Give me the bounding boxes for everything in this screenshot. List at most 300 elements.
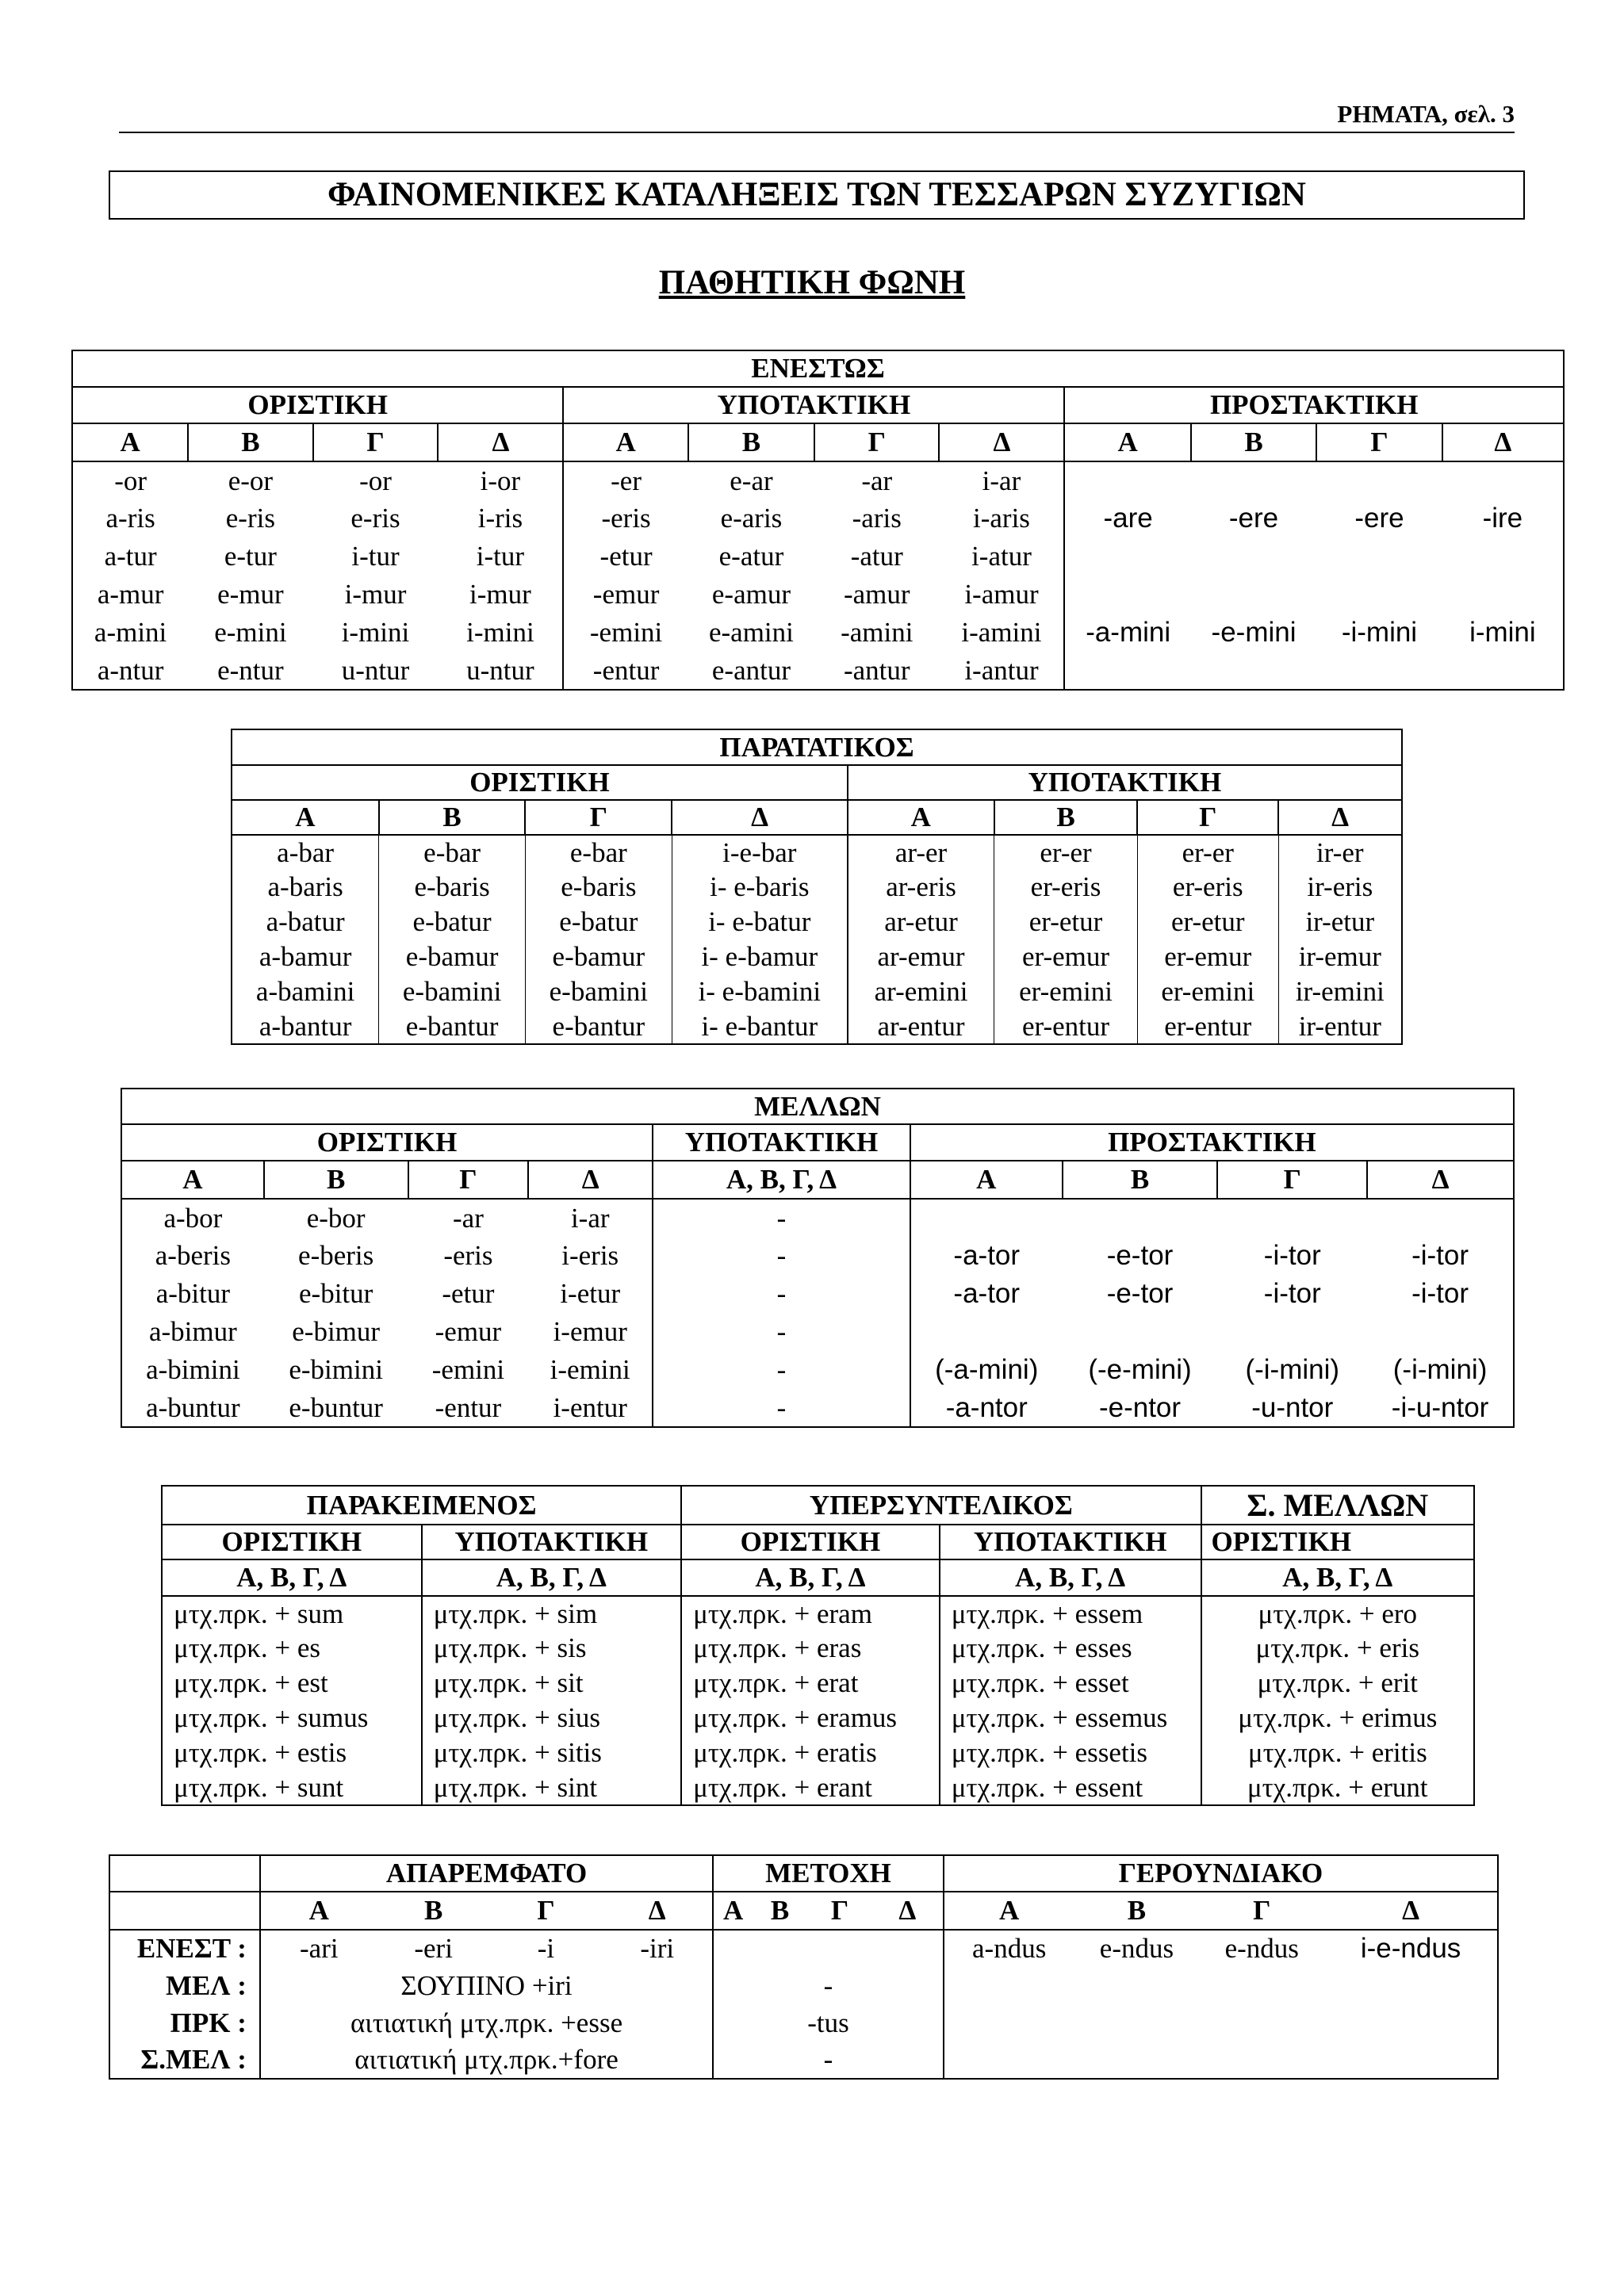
tense-title: ΥΠΕΡΣΥΝΤΕΛΙΚΟΣ bbox=[681, 1486, 1201, 1525]
column-header: Γ bbox=[1217, 1161, 1367, 1199]
conjugation-header-row bbox=[162, 1559, 1474, 1596]
indicative-cell: e-bantur bbox=[379, 1009, 526, 1044]
imperative-cell: (-i-mini) bbox=[1245, 1354, 1340, 1385]
subjunctive-cell: - bbox=[653, 1351, 910, 1389]
periphrastic-cell: μτχ.πρκ. + eris bbox=[1201, 1631, 1474, 1666]
table-row bbox=[121, 1351, 1514, 1389]
imperative-cell: (-a-mini) bbox=[910, 1351, 1063, 1389]
subjunctive-cell: ar-emini bbox=[848, 974, 994, 1009]
indicative-cell: i-e-bar bbox=[672, 835, 848, 870]
imperative-cell bbox=[1316, 576, 1442, 614]
group-header-row bbox=[109, 1855, 1498, 1892]
imperative-cell: -e-tor bbox=[1106, 1278, 1174, 1309]
mood-header: ΟΡΙΣΤΙΚΗ bbox=[121, 1124, 653, 1161]
gerundive-cell bbox=[944, 2004, 1498, 2042]
indicative-cell: i-mini bbox=[466, 617, 534, 648]
indicative-cell: a-ntur bbox=[72, 652, 188, 690]
column-header: Α bbox=[260, 1892, 377, 1930]
column-header: Α bbox=[848, 800, 994, 835]
column-header: Γ bbox=[1199, 1892, 1324, 1930]
subjunctive-cell: - bbox=[653, 1199, 910, 1237]
periphrastic-cell: μτχ.πρκ. + essemus bbox=[940, 1701, 1201, 1735]
column-header: Γ bbox=[814, 423, 939, 461]
periphrastic-cell: μτχ.πρκ. + sumus bbox=[162, 1701, 422, 1735]
periphrastic-cell: μτχ.πρκ. + erit bbox=[1201, 1666, 1474, 1701]
imperative-cell bbox=[1063, 1313, 1218, 1351]
nominal-row-future bbox=[109, 1967, 1498, 2004]
imperative-cell: (-i-mini) bbox=[1392, 1354, 1488, 1385]
row-label: ΜΕΛ : bbox=[109, 1967, 260, 2004]
mood-header: ΥΠΟΤΑΚΤΙΚΗ bbox=[940, 1525, 1201, 1559]
indicative-cell: e-batur bbox=[379, 905, 526, 939]
periphrastic-cell: μτχ.πρκ. + erat bbox=[681, 1666, 940, 1701]
imperative-cell bbox=[1191, 652, 1316, 690]
column-header: Δ bbox=[1367, 1161, 1514, 1199]
column-header: Β bbox=[188, 423, 312, 461]
indicative-cell: i-entur bbox=[553, 1391, 627, 1423]
tense-title: ΕΝΕΣΤΩΣ bbox=[72, 350, 1564, 387]
table-row bbox=[162, 1631, 1474, 1666]
table-row bbox=[232, 835, 1402, 870]
periphrastic-cell: μτχ.πρκ. + estis bbox=[162, 1735, 422, 1770]
table-row bbox=[162, 1701, 1474, 1735]
periphrastic-cell: μτχ.πρκ. + sitis bbox=[422, 1735, 682, 1770]
imperative-cell bbox=[1316, 461, 1442, 499]
periphrastic-cell: μτχ.πρκ. + eram bbox=[681, 1596, 940, 1631]
column-header: Β bbox=[994, 800, 1138, 835]
periphrastic-cell: μτχ.πρκ. + essetis bbox=[940, 1735, 1201, 1770]
indicative-cell: i- e-bamur bbox=[672, 939, 848, 974]
column-header: Β bbox=[379, 800, 526, 835]
column-header: Α, Β, Γ, Δ bbox=[653, 1161, 910, 1199]
subjunctive-cell: - bbox=[653, 1237, 910, 1275]
imperative-cell: -a-tor bbox=[910, 1237, 1063, 1275]
column-header: Α, Β, Γ, Δ bbox=[940, 1559, 1201, 1596]
present-tense-table bbox=[71, 350, 1565, 691]
indicative-cell: i- e-batur bbox=[672, 905, 848, 939]
imperative-cell: i-mini bbox=[1469, 617, 1536, 648]
periphrastic-cell: μτχ.πρκ. + sis bbox=[422, 1631, 682, 1666]
mood-header-row bbox=[162, 1525, 1474, 1559]
indicative-cell: a-bamur bbox=[232, 939, 379, 974]
present-body bbox=[72, 461, 1564, 690]
table-row bbox=[72, 614, 1564, 652]
periphrastic-cell: μτχ.πρκ. + erimus bbox=[1201, 1701, 1474, 1735]
subjunctive-cell: er-emini bbox=[1137, 974, 1278, 1009]
periphrastic-cell: μτχ.πρκ. + essent bbox=[940, 1770, 1201, 1805]
subjunctive-cell: -er bbox=[563, 461, 688, 499]
subjunctive-cell: ir-emur bbox=[1278, 939, 1402, 974]
imperative-cell: -e-tor bbox=[1106, 1240, 1174, 1271]
indicative-cell: a-bor bbox=[121, 1199, 264, 1237]
periphrastic-cell: μτχ.πρκ. + eramus bbox=[681, 1701, 940, 1735]
page-header bbox=[119, 97, 1515, 133]
future-tense-table bbox=[121, 1088, 1515, 1428]
subjunctive-cell: i-aris bbox=[973, 503, 1030, 534]
imperative-cell bbox=[1064, 461, 1190, 499]
subjunctive-cell: ar-eris bbox=[848, 870, 994, 905]
indicative-cell: e-ris bbox=[350, 503, 400, 534]
indicative-cell: e-bamur bbox=[379, 939, 526, 974]
column-header: Γ bbox=[1316, 423, 1442, 461]
indicative-cell: -or bbox=[359, 465, 392, 496]
corner-cell bbox=[109, 1855, 260, 1892]
subjunctive-cell: -atur bbox=[850, 541, 903, 572]
imperative-cell: -ere bbox=[1354, 503, 1404, 534]
conjugation-header-row bbox=[109, 1892, 1498, 1930]
indicative-cell: e-bamini bbox=[525, 974, 672, 1009]
column-header: Δ bbox=[528, 1161, 653, 1199]
indicative-cell: e-bimur bbox=[292, 1316, 381, 1347]
subjunctive-cell: -etur bbox=[563, 538, 688, 576]
tense-title: ΠΑΡΑΚΕΙΜΕΝΟΣ bbox=[162, 1486, 681, 1525]
imperative-cell: -i-tor bbox=[1263, 1278, 1321, 1309]
page-number: ΡΗΜΑΤΑ, σελ. 3 bbox=[1337, 100, 1515, 128]
indicative-cell: e-bor bbox=[306, 1202, 366, 1234]
mood-header: ΠΡΟΣΤΑΚΤΙΚΗ bbox=[910, 1124, 1514, 1161]
imperfect-tense-table bbox=[231, 729, 1403, 1045]
mood-header: ΥΠΟΤΑΚΤΙΚΗ bbox=[563, 387, 1064, 423]
indicative-cell: u-ntur bbox=[341, 654, 410, 686]
table-row bbox=[72, 461, 1564, 499]
indicative-cell: i-ris bbox=[477, 503, 523, 534]
perfect-tenses-table bbox=[161, 1485, 1475, 1806]
periphrastic-cell: μτχ.πρκ. + ero bbox=[1201, 1596, 1474, 1631]
subjunctive-cell: - bbox=[653, 1275, 910, 1313]
table-row bbox=[232, 939, 1402, 974]
mood-header: ΥΠΟΤΑΚΤΙΚΗ bbox=[848, 765, 1402, 800]
periphrastic-cell: μτχ.πρκ. + esset bbox=[940, 1666, 1201, 1701]
imperative-cell bbox=[1442, 652, 1564, 690]
periphrastic-cell: μτχ.πρκ. + eritis bbox=[1201, 1735, 1474, 1770]
indicative-cell: u-ntur bbox=[466, 654, 534, 686]
table-row bbox=[121, 1313, 1514, 1351]
indicative-cell: e-batur bbox=[525, 905, 672, 939]
indicative-cell: i-tur bbox=[351, 541, 400, 572]
participle-cell: - bbox=[713, 2042, 944, 2079]
mood-header: ΥΠΟΤΑΚΤΙΚΗ bbox=[422, 1525, 682, 1559]
indicative-cell: a-bantur bbox=[232, 1009, 379, 1044]
subjunctive-cell: e-atur bbox=[718, 541, 784, 572]
participle-cell: -tus bbox=[713, 2004, 944, 2042]
indicative-cell: a-bitur bbox=[121, 1275, 264, 1313]
column-header: Α bbox=[944, 1892, 1074, 1930]
column-header: Β bbox=[1191, 423, 1316, 461]
subjunctive-cell: er-er bbox=[1137, 835, 1278, 870]
mood-header: ΟΡΙΣΤΙΚΗ bbox=[681, 1525, 940, 1559]
indicative-cell: e-ris bbox=[225, 503, 275, 534]
imperative-cell bbox=[1442, 576, 1564, 614]
indicative-cell: e-baris bbox=[379, 870, 526, 905]
subjunctive-cell: -ar bbox=[861, 465, 893, 496]
subjunctive-cell: ir-eris bbox=[1278, 870, 1402, 905]
subjunctive-cell: ar-er bbox=[848, 835, 994, 870]
indicative-cell: i-eris bbox=[561, 1240, 619, 1271]
subjunctive-cell: er-er bbox=[994, 835, 1138, 870]
indicative-cell: -entur bbox=[435, 1391, 502, 1423]
infinitive-cell: ΣΟΥΠΙΝΟ +iri bbox=[260, 1967, 713, 2004]
indicative-cell: i- e-bamini bbox=[672, 974, 848, 1009]
indicative-cell: e-ntur bbox=[217, 654, 284, 686]
imperative-cell bbox=[1217, 1313, 1367, 1351]
imperative-cell bbox=[1442, 538, 1564, 576]
indicative-cell: -etur bbox=[442, 1278, 495, 1309]
periphrastic-cell: μτχ.πρκ. + eras bbox=[681, 1631, 940, 1666]
table-title-row bbox=[72, 350, 1564, 387]
subjunctive-cell: ir-emini bbox=[1278, 974, 1402, 1009]
infinitive-cell: -eri bbox=[414, 1933, 453, 1964]
tense-title: Σ. ΜΕΛΛΩΝ bbox=[1201, 1486, 1474, 1525]
table-row bbox=[232, 1009, 1402, 1044]
imperative-cell: -ire bbox=[1482, 503, 1523, 534]
indicative-cell: e-mur bbox=[217, 579, 284, 610]
periphrastic-cell: μτχ.πρκ. + essem bbox=[940, 1596, 1201, 1631]
indicative-cell: a-mur bbox=[72, 576, 188, 614]
imperative-cell: -u-ntor bbox=[1251, 1391, 1334, 1423]
infinitive-cell: αιτιατική μτχ.πρκ.+fore bbox=[260, 2042, 713, 2079]
indicative-cell: -ar bbox=[453, 1202, 484, 1234]
indicative-cell: i-emini bbox=[550, 1354, 630, 1385]
subjunctive-cell: -entur bbox=[563, 652, 688, 690]
infinitive-cell: -i bbox=[537, 1933, 555, 1964]
corner-cell bbox=[109, 1892, 260, 1930]
table-row bbox=[72, 576, 1564, 614]
imperative-cell bbox=[1191, 538, 1316, 576]
column-header: Δ bbox=[1324, 1892, 1498, 1930]
subjunctive-cell: ar-entur bbox=[848, 1009, 994, 1044]
indicative-cell: e-mini bbox=[214, 617, 287, 648]
indicative-cell: a-buntur bbox=[121, 1389, 264, 1427]
indicative-cell: i-mur bbox=[469, 579, 531, 610]
subjunctive-cell: -emini bbox=[563, 614, 688, 652]
column-header: Δ bbox=[1278, 800, 1402, 835]
column-header: Α bbox=[121, 1161, 264, 1199]
indicative-cell: e-buntur bbox=[289, 1391, 383, 1423]
imperative-cell bbox=[1367, 1313, 1514, 1351]
indicative-cell: a-baris bbox=[232, 870, 379, 905]
subjunctive-cell: er-etur bbox=[1137, 905, 1278, 939]
table-row bbox=[162, 1770, 1474, 1805]
indicative-cell: a-mini bbox=[72, 614, 188, 652]
subjunctive-cell: -amini bbox=[841, 617, 914, 648]
indicative-cell: e-beris bbox=[298, 1240, 374, 1271]
column-header: Γ bbox=[1137, 800, 1278, 835]
imperative-cell bbox=[1064, 652, 1190, 690]
indicative-cell: e-bimini bbox=[289, 1354, 383, 1385]
indicative-cell: e-baris bbox=[525, 870, 672, 905]
indicative-cell: i-tur bbox=[476, 541, 525, 572]
imperative-cell bbox=[1442, 461, 1564, 499]
subjunctive-cell: ar-emur bbox=[848, 939, 994, 974]
table-row bbox=[72, 499, 1564, 538]
mood-header-row bbox=[121, 1124, 1514, 1161]
subjunctive-cell: i-atur bbox=[971, 541, 1032, 572]
imperative-cell: -i-u-ntor bbox=[1391, 1391, 1489, 1423]
indicative-cell: i- e-bantur bbox=[672, 1009, 848, 1044]
imperative-cell bbox=[910, 1199, 1063, 1237]
indicative-cell: a-tur bbox=[72, 538, 188, 576]
column-header: Α bbox=[910, 1161, 1063, 1199]
periphrastic-cell: μτχ.πρκ. + eratis bbox=[681, 1735, 940, 1770]
subjunctive-cell: e-aris bbox=[720, 503, 783, 534]
column-header: Α, Β, Γ, Δ bbox=[681, 1559, 940, 1596]
indicative-cell: -emur bbox=[435, 1316, 502, 1347]
gerundive-cell: a-ndus bbox=[944, 1930, 1074, 1967]
group-header: ΑΠΑΡΕΜΦΑΤΟ bbox=[260, 1855, 713, 1892]
column-header: Γ bbox=[490, 1892, 603, 1930]
future-body bbox=[121, 1199, 1514, 1427]
subjunctive-cell: e-antur bbox=[711, 654, 791, 686]
table-row bbox=[72, 538, 1564, 576]
subjunctive-cell: er-emur bbox=[1137, 939, 1278, 974]
group-header: ΜΕΤΟΧΗ bbox=[713, 1855, 944, 1892]
participle-cell: - bbox=[713, 1967, 944, 2004]
gerundive-cell bbox=[944, 2042, 1498, 2079]
subjunctive-cell: -antur bbox=[843, 654, 910, 686]
imperative-cell: -a-ntor bbox=[910, 1389, 1063, 1427]
imperative-cell bbox=[1064, 538, 1190, 576]
subjunctive-cell: i-antur bbox=[964, 654, 1039, 686]
infinitive-cell: αιτιατική μτχ.πρκ. +esse bbox=[260, 2004, 713, 2042]
subjunctive-cell: er-eris bbox=[994, 870, 1138, 905]
gerundive-cell bbox=[944, 1967, 1498, 2004]
imperative-cell: -e-mini bbox=[1211, 617, 1297, 648]
imperative-cell: -ere bbox=[1228, 503, 1279, 534]
indicative-cell: e-tur bbox=[224, 541, 277, 572]
imperative-cell bbox=[1316, 538, 1442, 576]
table-row bbox=[232, 870, 1402, 905]
column-header: Α bbox=[72, 423, 188, 461]
imperative-cell bbox=[1316, 652, 1442, 690]
column-header: Α bbox=[563, 423, 688, 461]
indicative-cell: e-bamur bbox=[525, 939, 672, 974]
periphrastic-cell: μτχ.πρκ. + est bbox=[162, 1666, 422, 1701]
subjunctive-cell: ir-entur bbox=[1278, 1009, 1402, 1044]
subjunctive-cell: ar-etur bbox=[848, 905, 994, 939]
indicative-cell: -eris bbox=[443, 1240, 493, 1271]
subjunctive-cell: er-etur bbox=[994, 905, 1138, 939]
subjunctive-cell: -eris bbox=[563, 499, 688, 538]
nominal-row-perfect bbox=[109, 2004, 1498, 2042]
periphrastic-cell: μτχ.πρκ. + sit bbox=[422, 1666, 682, 1701]
periphrastic-cell: μτχ.πρκ. + sim bbox=[422, 1596, 682, 1631]
indicative-cell: a-bar bbox=[232, 835, 379, 870]
subjunctive-cell: -amur bbox=[843, 579, 910, 610]
column-header: Β bbox=[1063, 1161, 1218, 1199]
subjunctive-cell: -emur bbox=[563, 576, 688, 614]
indicative-cell: e-or bbox=[228, 465, 274, 496]
subjunctive-cell: i-amur bbox=[964, 579, 1039, 610]
gerundive-cell: e-ndus bbox=[1224, 1933, 1299, 1964]
column-header: Γ bbox=[807, 1892, 872, 1930]
imperative-cell bbox=[1191, 576, 1316, 614]
column-header: Β bbox=[1074, 1892, 1200, 1930]
perfect-body bbox=[162, 1596, 1474, 1805]
indicative-cell: a-bamini bbox=[232, 974, 379, 1009]
participle-cell bbox=[713, 1930, 944, 1967]
indicative-cell: e-bitur bbox=[299, 1278, 373, 1309]
indicative-cell: i- e-baris bbox=[672, 870, 848, 905]
indicative-cell: -or bbox=[72, 461, 188, 499]
column-header: Γ bbox=[408, 1161, 529, 1199]
indicative-cell: a-bimini bbox=[121, 1351, 264, 1389]
periphrastic-cell: μτχ.πρκ. + es bbox=[162, 1631, 422, 1666]
column-header: Γ bbox=[525, 800, 672, 835]
indicative-cell: a-batur bbox=[232, 905, 379, 939]
periphrastic-cell: μτχ.πρκ. + sunt bbox=[162, 1770, 422, 1805]
row-label: ΕΝΕΣΤ : bbox=[109, 1930, 260, 1967]
page-title: ΦΑΙΝΟΜΕΝΙΚΕΣ ΚΑΤΑΛΗΞΕΙΣ ΤΩΝ ΤΕΣΣΑΡΩΝ ΣΥΖΥΓΙΩΝ bbox=[109, 170, 1525, 220]
table-row bbox=[121, 1237, 1514, 1275]
subjunctive-cell: er-emur bbox=[994, 939, 1138, 974]
column-header: Α bbox=[713, 1892, 753, 1930]
nominal-row-present bbox=[109, 1930, 1498, 1967]
column-header: Β bbox=[688, 423, 814, 461]
indicative-cell: i-etur bbox=[560, 1278, 621, 1309]
subjunctive-cell: e-ar bbox=[730, 465, 773, 496]
imperative-cell: -a-tor bbox=[910, 1275, 1063, 1313]
subjunctive-cell: ir-etur bbox=[1278, 905, 1402, 939]
column-header: Α, Β, Γ, Δ bbox=[162, 1559, 422, 1596]
indicative-cell: e-bamini bbox=[379, 974, 526, 1009]
imperative-cell: -i-tor bbox=[1411, 1278, 1469, 1309]
indicative-cell: i-or bbox=[480, 465, 521, 496]
imperfect-body bbox=[232, 835, 1402, 1044]
mood-header: ΟΡΙΣΤΙΚΗ bbox=[162, 1525, 422, 1559]
subjunctive-cell: -aris bbox=[852, 503, 902, 534]
periphrastic-cell: μτχ.πρκ. + sius bbox=[422, 1701, 682, 1735]
periphrastic-cell: μτχ.πρκ. + sum bbox=[162, 1596, 422, 1631]
imperative-cell: -are bbox=[1064, 499, 1190, 538]
table-row bbox=[232, 974, 1402, 1009]
tense-title: ΠΑΡΑΤΑΤΙΚΟΣ bbox=[232, 729, 1402, 765]
table-row bbox=[162, 1596, 1474, 1631]
column-header: Α, Β, Γ, Δ bbox=[1201, 1559, 1474, 1596]
subjunctive-cell: i-ar bbox=[982, 465, 1021, 496]
subjunctive-cell: e-amini bbox=[708, 617, 794, 648]
table-title-row bbox=[121, 1089, 1514, 1124]
indicative-cell: a-ris bbox=[72, 499, 188, 538]
subjunctive-cell: er-eris bbox=[1137, 870, 1278, 905]
voice-title: ΠΑΘΗΤΙΚΗ ΦΩΝΗ bbox=[658, 264, 966, 301]
gerundive-cell: i-e-ndus bbox=[1324, 1930, 1498, 1967]
column-header: Δ bbox=[438, 423, 563, 461]
subjunctive-cell: e-amur bbox=[711, 579, 791, 610]
column-header: Δ bbox=[1442, 423, 1564, 461]
subjunctive-cell: er-entur bbox=[994, 1009, 1138, 1044]
column-header: Α bbox=[232, 800, 379, 835]
imperative-cell bbox=[1191, 461, 1316, 499]
periphrastic-cell: μτχ.πρκ. + erunt bbox=[1201, 1770, 1474, 1805]
mood-header: ΟΡΙΣΤΙΚΗ bbox=[1201, 1525, 1474, 1559]
indicative-cell: i-mur bbox=[344, 579, 407, 610]
table-title-row bbox=[232, 729, 1402, 765]
column-header: Δ bbox=[602, 1892, 713, 1930]
imperative-cell bbox=[1063, 1199, 1218, 1237]
table-row bbox=[121, 1199, 1514, 1237]
indicative-cell: e-bar bbox=[525, 835, 672, 870]
indicative-cell: a-beris bbox=[121, 1237, 264, 1275]
indicative-cell: i-emur bbox=[553, 1316, 627, 1347]
imperative-cell bbox=[1217, 1199, 1367, 1237]
mood-header-row bbox=[72, 387, 1564, 423]
table-row bbox=[121, 1275, 1514, 1313]
mood-header: ΥΠΟΤΑΚΤΙΚΗ bbox=[653, 1124, 910, 1161]
mood-header: ΟΡΙΣΤΙΚΗ bbox=[232, 765, 848, 800]
mood-header-row bbox=[232, 765, 1402, 800]
row-label: Σ.ΜΕΛ : bbox=[109, 2042, 260, 2079]
column-header: Β bbox=[753, 1892, 807, 1930]
